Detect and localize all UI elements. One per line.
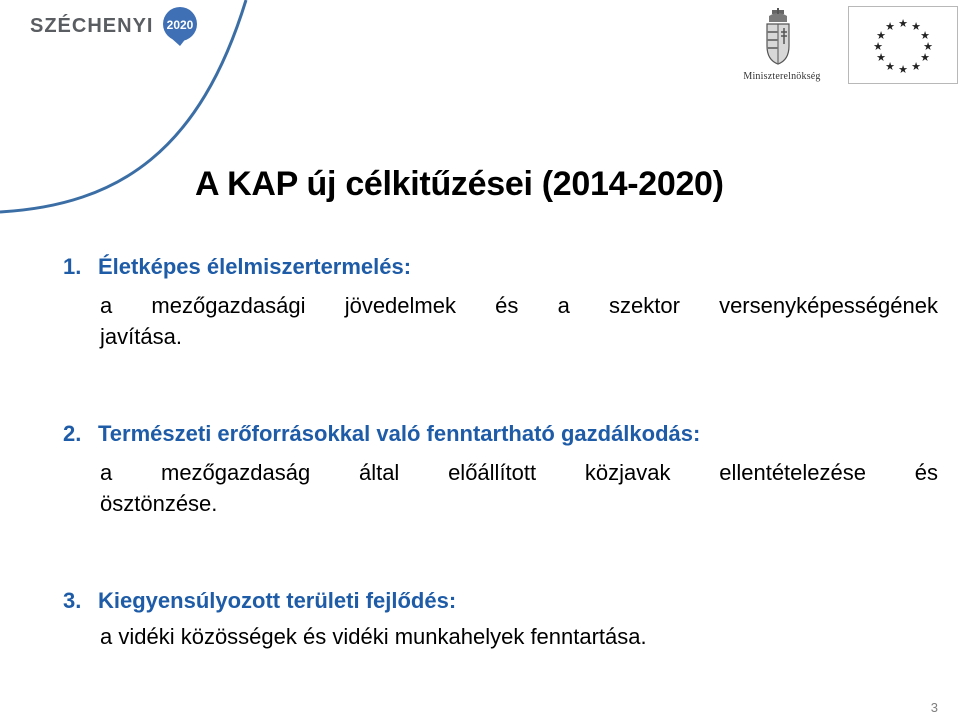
logo-badge: 2020 — [166, 18, 194, 32]
svg-text:★: ★ — [911, 21, 921, 33]
svg-text:★: ★ — [898, 64, 908, 76]
ministry-name: Miniszterelnökség — [743, 71, 821, 82]
szechenyi-2020-logo — [22, 4, 202, 52]
map-pin-icon — [160, 6, 200, 46]
logo-text: SZÉCHENYI — [30, 15, 154, 37]
goal-section-1 — [63, 254, 938, 352]
goal-text-line: javítása. — [100, 324, 182, 349]
page-number: 3 — [930, 700, 938, 715]
goal-number: 3. — [63, 588, 82, 613]
goal-text-line: a mezőgazdaság által előállított közjavak ellentételezése és — [100, 460, 938, 485]
svg-text:★: ★ — [885, 21, 895, 33]
goal-title: Kiegyensúlyozott területi fejlődés: — [98, 588, 457, 613]
goal-text-line: a vidéki közösségek és vidéki munkahelyek fenntartása. — [100, 624, 647, 649]
svg-text:★: ★ — [911, 61, 921, 73]
svg-text:★: ★ — [885, 61, 895, 73]
eu-flag-icon — [848, 6, 958, 84]
ministry-logo — [727, 8, 837, 88]
coat-of-arms-icon — [763, 8, 793, 66]
goal-title: Természeti erőforrásokkal való fenntartható gazdálkodás: — [98, 421, 701, 446]
goal-description — [100, 457, 938, 519]
goal-section-3 — [63, 588, 938, 652]
svg-text:★: ★ — [876, 52, 886, 64]
slide-title: A KAP új célkitűzései (2014-2020) — [195, 165, 724, 203]
svg-text:★: ★ — [920, 30, 930, 42]
goal-title: Életképes élelmiszertermelés: — [98, 254, 412, 279]
goal-number: 2. — [63, 421, 82, 446]
goal-description — [100, 621, 938, 652]
svg-text:★: ★ — [920, 52, 930, 64]
goal-heading — [63, 588, 938, 614]
goal-text-line: a mezőgazdasági jövedelmek és a szektor versenyképességének — [100, 293, 938, 318]
svg-text:★: ★ — [873, 41, 883, 53]
goal-section-2 — [63, 421, 938, 519]
goal-heading — [63, 254, 938, 280]
goal-number: 1. — [63, 254, 82, 279]
svg-text:★: ★ — [898, 18, 908, 30]
goal-description — [100, 290, 938, 352]
svg-text:★: ★ — [923, 41, 933, 53]
svg-text:★: ★ — [876, 30, 886, 42]
goal-heading — [63, 421, 938, 447]
goal-text-line: ösztönzése. — [100, 491, 218, 516]
